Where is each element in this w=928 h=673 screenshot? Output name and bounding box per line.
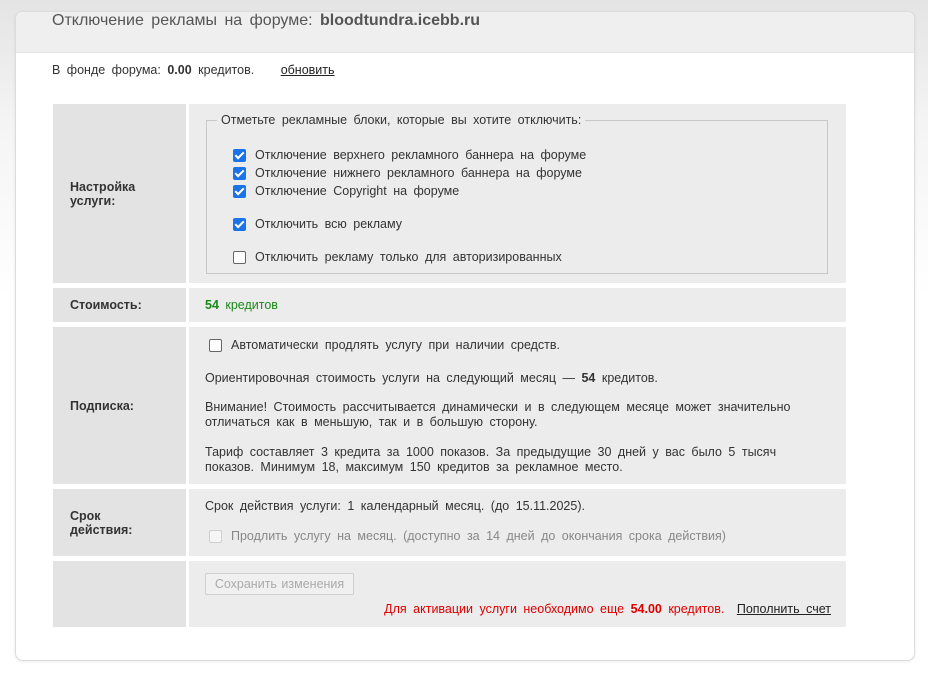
page-title bbox=[52, 12, 480, 30]
cost-content bbox=[189, 288, 846, 322]
duration-content bbox=[189, 489, 846, 556]
activation-notice bbox=[384, 602, 831, 616]
duration-label bbox=[53, 489, 186, 556]
estimate-suffix: кредитов. bbox=[601, 371, 658, 385]
auto-renew-option[interactable] bbox=[209, 338, 560, 352]
tariff-info: Тариф составляет 3 кредита за 1000 показов. За предыдущие 30 дней у вас было 5 тысяч показов. Минимум 18, максимум 150 кредитов за рекламное место. bbox=[205, 445, 777, 474]
top-banner-checkbox[interactable] bbox=[233, 149, 246, 162]
fieldset-legend: Отметьте рекламные блоки, которые вы хотите отключить: bbox=[217, 113, 585, 127]
settings-content bbox=[189, 104, 846, 283]
option-all-ads[interactable] bbox=[233, 217, 402, 231]
estimate-prefix: Ориентировочная стоимость услуги на следующий месяц — bbox=[205, 371, 575, 385]
cost-label bbox=[53, 288, 186, 322]
option-label: Отключить рекламу только для авторизированных bbox=[255, 250, 562, 264]
extend-label: Продлить услугу на месяц. (доступно за 14 дней до окончания срока действия) bbox=[231, 529, 726, 543]
notice-prefix: Для активации услуги необходимо еще bbox=[384, 602, 625, 616]
save-button[interactable]: Сохранить изменения bbox=[205, 573, 354, 595]
title-prefix: Отключение рекламы на форуме: bbox=[52, 12, 313, 29]
duration-label-text: Срок действия: bbox=[70, 508, 133, 537]
footer-content bbox=[189, 561, 846, 627]
option-label: Отключение нижнего рекламного баннера на форуме bbox=[255, 166, 582, 180]
ad-blocks-fieldset bbox=[206, 113, 828, 274]
duration-text: Срок действия услуги: 1 календарный месяц. (до 15.11.2025). bbox=[205, 499, 585, 513]
copyright-checkbox[interactable] bbox=[233, 185, 246, 198]
option-copyright[interactable] bbox=[233, 184, 459, 198]
option-top-banner[interactable] bbox=[233, 148, 586, 162]
settings-label-text: Настройка услуги: bbox=[70, 179, 136, 208]
all-ads-checkbox[interactable] bbox=[233, 218, 246, 231]
bottom-banner-checkbox[interactable] bbox=[233, 167, 246, 180]
option-label: Отключение верхнего рекламного баннера на форуме bbox=[255, 148, 587, 162]
cost-amount: 54 bbox=[205, 298, 219, 312]
notice-amount: 54.00 bbox=[630, 602, 662, 616]
fund-label: В фонде форума: bbox=[52, 63, 161, 77]
fund-balance bbox=[52, 63, 335, 77]
settings-label bbox=[53, 104, 186, 283]
footer-label-cell bbox=[53, 561, 186, 627]
notice-suffix: кредитов. bbox=[668, 602, 725, 616]
option-label: Отключить всю рекламу bbox=[255, 217, 402, 231]
option-authorized-only[interactable] bbox=[233, 250, 562, 264]
authorized-only-checkbox[interactable] bbox=[233, 251, 246, 264]
extend-option[interactable] bbox=[209, 529, 726, 543]
fund-amount: 0.00 bbox=[167, 63, 192, 77]
cost-value bbox=[205, 298, 278, 313]
fund-unit: кредитов. bbox=[198, 63, 255, 77]
estimate-amount: 54 bbox=[581, 371, 596, 385]
option-bottom-banner[interactable] bbox=[233, 166, 582, 180]
subscription-label-text: Подписка: bbox=[70, 398, 134, 413]
next-month-estimate bbox=[205, 371, 658, 386]
auto-renew-label: Автоматически продлять услугу при наличии средств. bbox=[231, 338, 561, 352]
subscription-content bbox=[189, 327, 846, 484]
cost-unit: кредитов bbox=[225, 298, 278, 312]
price-warning: Внимание! Стоимость рассчитывается динамически и в следующем месяце может значительно отличаться как в меньшую, так и в большую сторону. bbox=[205, 400, 791, 429]
cost-label-text: Стоимость: bbox=[70, 298, 142, 312]
forum-name: bloodtundra.icebb.ru bbox=[320, 12, 481, 29]
topup-link[interactable]: Пополнить счет bbox=[736, 602, 831, 616]
extend-checkbox[interactable] bbox=[209, 530, 222, 543]
auto-renew-checkbox[interactable] bbox=[209, 339, 222, 352]
refresh-link[interactable]: обновить bbox=[280, 63, 335, 77]
subscription-label bbox=[53, 327, 186, 484]
option-label: Отключение Copyright на форуме bbox=[255, 184, 460, 198]
